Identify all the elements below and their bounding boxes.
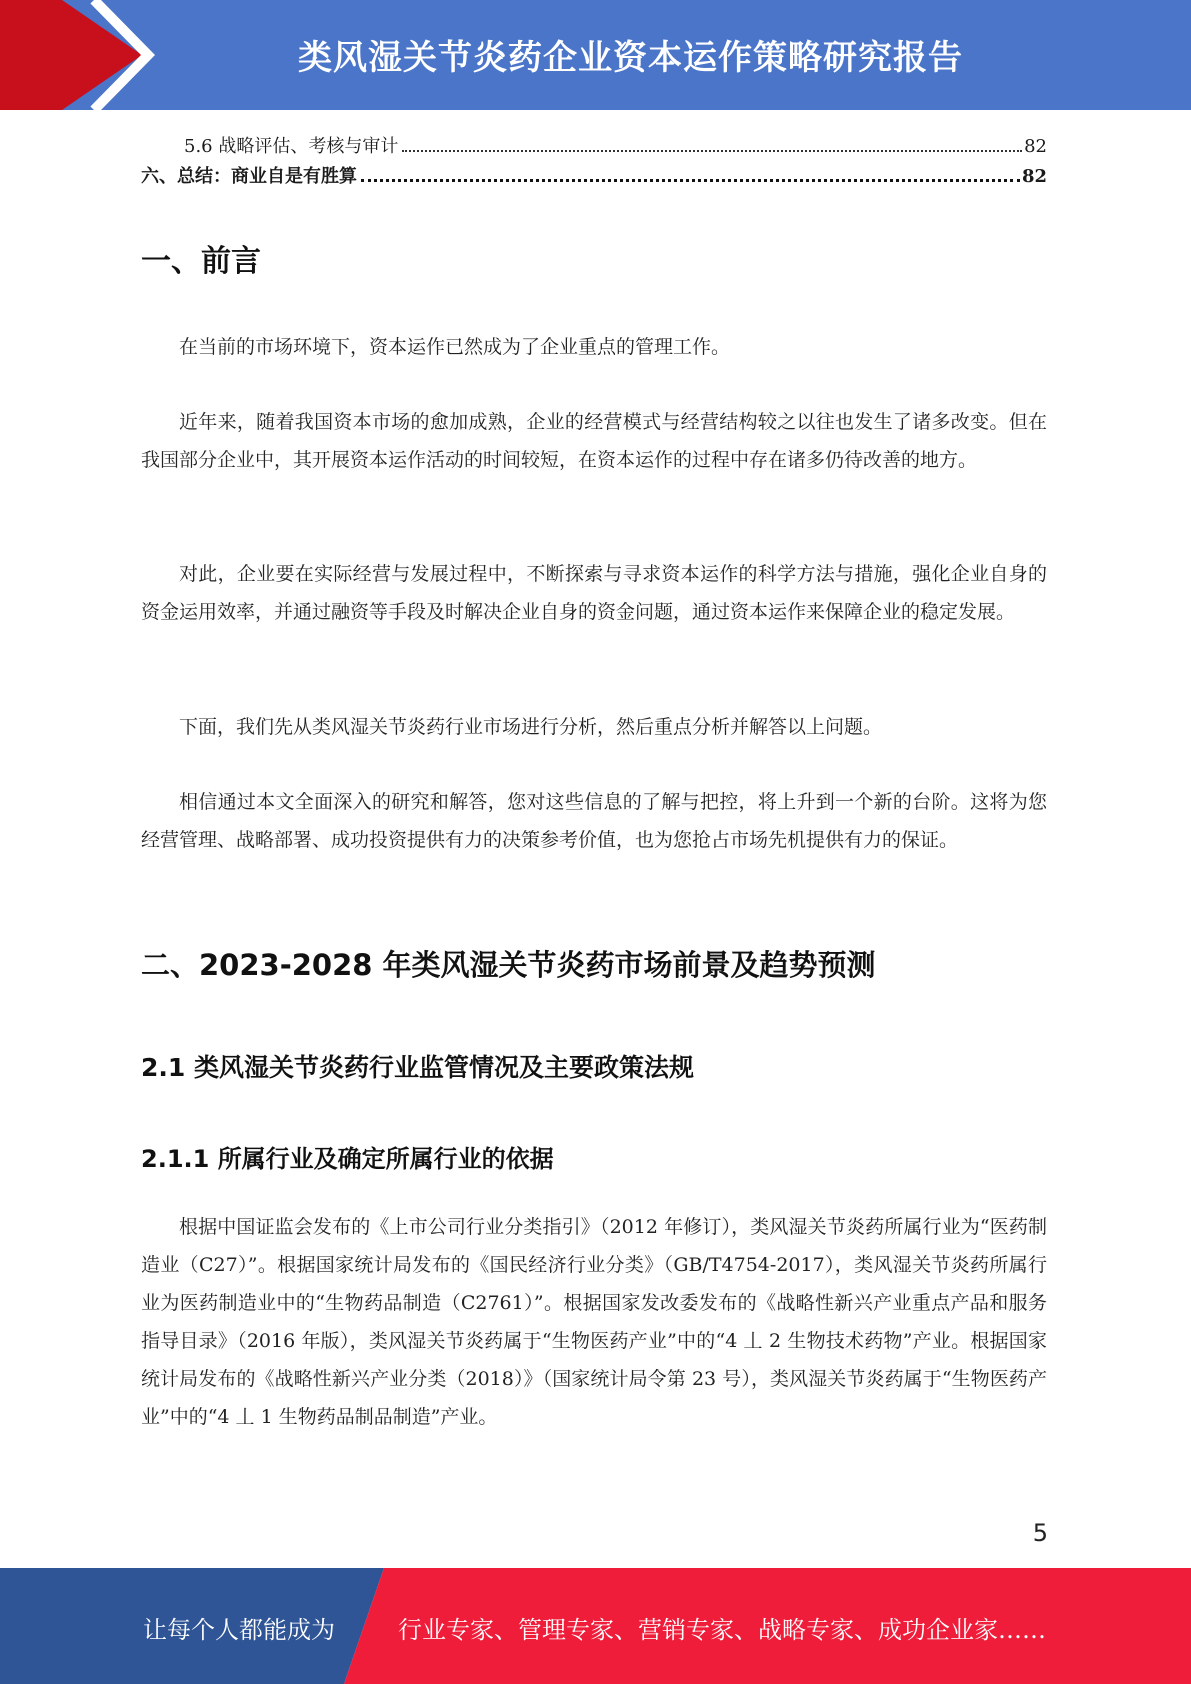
body-paragraph: 在当前的市场环境下，资本运作已然成为了企业重点的管理工作。 [179, 336, 731, 358]
page-number: 5 [1032, 1519, 1048, 1547]
footer-slogan-right: 行业专家、管理专家、营销专家、战略专家、成功企业家…… [398, 1616, 1046, 1644]
toc-leader-dots [402, 150, 1022, 152]
toc-entry-label: 5.6 战略评估、考核与审计 [184, 136, 399, 157]
subsubsection-heading: 2.1.1 所属行业及确定所属行业的依据 [141, 1145, 554, 1173]
header-chevron-decoration [0, 0, 160, 110]
body-paragraph: 近年来，随着我国资本市场的愈加成熟，企业的经营模式与经营结构较之以往也发生了诸多改变。但在我国部分企业中，其开展资本运作活动的时间较短，在资本运作的过程中存在诸多仍待改善的地方。 [141, 411, 1047, 471]
toc-entry[interactable] [141, 162, 1047, 188]
toc-entry-label: 六、总结：商业自是有胜算 [141, 166, 357, 187]
toc-entry[interactable] [141, 132, 1047, 158]
body-paragraph: 下面，我们先从类风湿关节炎药行业市场进行分析，然后重点分析并解答以上问题。 [179, 716, 883, 738]
header-red-chevron [0, 0, 142, 110]
report-title: 类风湿关节炎药企业资本运作策略研究报告 [298, 38, 963, 78]
toc-entry-page: 82 [1021, 166, 1047, 187]
section-heading-forecast: 二、2023-2028 年类风湿关节炎药市场前景及趋势预测 [141, 948, 876, 982]
page-footer [0, 1568, 1191, 1684]
section-heading-preface: 一、前言 [141, 244, 261, 279]
page-header [0, 0, 1191, 110]
toc-entry-page: 82 [1024, 136, 1047, 157]
body-paragraph: 相信通过本文全面深入的研究和解答，您对这些信息的了解与把控，将上升到一个新的台阶。这将为您经营管理、战略部署、成功投资提供有力的决策参考价值，也为您抢占市场先机提供有力的保证。 [141, 791, 1047, 851]
body-paragraph: 对此，企业要在实际经营与发展过程中，不断探索与寻求资本运作的科学方法与措施，强化企业自身的资金运用效率，并通过融资等手段及时解决企业自身的资金问题，通过资本运作来保障企业的稳定发展。 [141, 563, 1047, 623]
footer-slogan-left: 让每个人都能成为 [143, 1616, 335, 1644]
subsection-heading: 2.1 类风湿关节炎药行业监管情况及主要政策法规 [141, 1053, 694, 1082]
body-paragraph: 根据中国证监会发布的《上市公司行业分类指引》（2012 年修订），类风湿关节炎药所属行业为“医药制造业（C27）”。根据国家统计局发布的《国民经济行业分类》（GB/T4754-2017），类风湿关节炎药所属行业为医药制造业中的“生物药品制造（C2761）”。根据国家发改委发布的《战略性新兴产业重点产品和服务指导目录》（2016 年版），类风湿关节炎药属于“生物医药产业”中的“4 丄 2 生物技术药物”产业。根据国家统计局发布的《战略性新兴产业分类（2018）》（国家统计局令第 23 号），类风湿关节炎药属于“生物医药产业”中的“4 丄 1 生物药品制品制造”产业。 [141, 1216, 1047, 1428]
toc-leader-dots [361, 179, 1020, 182]
